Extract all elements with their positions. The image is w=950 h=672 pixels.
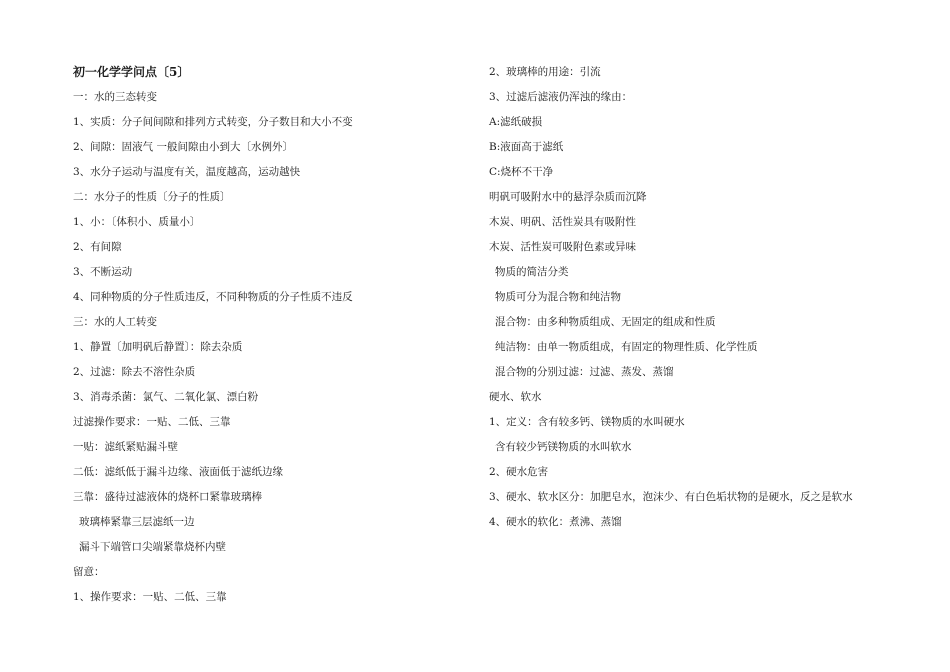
text-line: 4、硬水的软化：煮沸、蒸馏 [489,516,622,528]
text-line: 二低：滤纸低于漏斗边缘、液面低于滤纸边缘 [73,466,283,478]
text-line: 4、同种物质的分子性质违反，不同种物质的分子性质不违反 [73,291,353,303]
text-line: 1、小：〔体积小、质量小〕 [73,216,201,228]
text-line: 1、操作要求：一贴、二低、三靠 [73,591,227,603]
text-line: 木炭、明矾、活性炭具有吸附性 [489,216,636,228]
text-line: B:液面高于滤纸 [489,141,564,153]
text-line: 过滤操作要求：一贴、二低、三靠 [73,416,231,428]
left-column [73,60,473,610]
text-line: 明矾可吸附水中的悬浮杂质而沉降 [489,191,647,203]
text-line: 物质的简洁分类 [495,266,569,278]
right-column [489,60,929,535]
text-line: 漏斗下端管口尖端紧靠烧杯内壁 [79,541,226,553]
text-line: 2、硬水危害 [489,466,549,478]
text-line: 2、有间隙 [73,241,122,253]
text-line: C:烧杯不干净 [489,166,554,178]
text-line: 硬水、软水 [489,391,542,403]
text-line: 1、静置〔加明矾后静置〕：除去杂质 [73,341,243,353]
text-line: 玻璃棒紧靠三层滤纸一边 [79,516,195,528]
text-line: 1、定义：含有较多钙、镁物质的水叫硬水 [489,416,685,428]
text-line: 三：水的人工转变 [73,316,157,328]
text-line: 3、消毒杀菌：氯气、二氧化氯、漂白粉 [73,391,259,403]
text-line: 2、过滤：除去不溶性杂质 [73,366,196,378]
text-line: 一贴：滤纸紧贴漏斗壁 [73,441,178,453]
text-line: 留意： [73,566,105,578]
text-line: 二：水分子的性质〔分子的性质〕 [73,191,231,203]
text-line: A:滤纸破损 [489,116,543,128]
text-line: 1、实质：分子间间隙和排列方式转变，分子数目和大小不变 [73,116,353,128]
text-line: 纯洁物：由单一物质组成，有固定的物理性质、化学性质 [495,341,758,353]
page-title: 初一化学学问点〔5〕 [73,65,190,79]
text-line: 含有较少钙镁物质的水叫软水 [495,441,632,453]
text-line: 三靠：盛待过滤液体的烧杯口紧靠玻璃棒 [73,491,262,503]
text-line: 物质可分为混合物和纯洁物 [495,291,621,303]
text-line: 3、过滤后滤液仍浑浊的缘由： [489,91,633,103]
text-line: 混合物的分别过滤：过滤、蒸发、蒸馏 [495,366,674,378]
text-line: 2、间隙：固液气 一般间隙由小到大〔水例外〕 [73,141,294,153]
text-line: 混合物：由多种物质组成、无固定的组成和性质 [495,316,716,328]
text-line: 3、硬水、软水区分：加肥皂水，泡沫少、有白色垢状物的是硬水，反之是软水 [489,491,853,503]
text-line: 木炭、活性炭可吸附色素或异味 [489,241,636,253]
text-line: 3、不断运动 [73,266,133,278]
text-line: 一：水的三态转变 [73,91,157,103]
text-line: 3、水分子运动与温度有关，温度越高，运动越快 [73,166,301,178]
text-line: 2、玻璃棒的用途：引流 [489,66,601,78]
